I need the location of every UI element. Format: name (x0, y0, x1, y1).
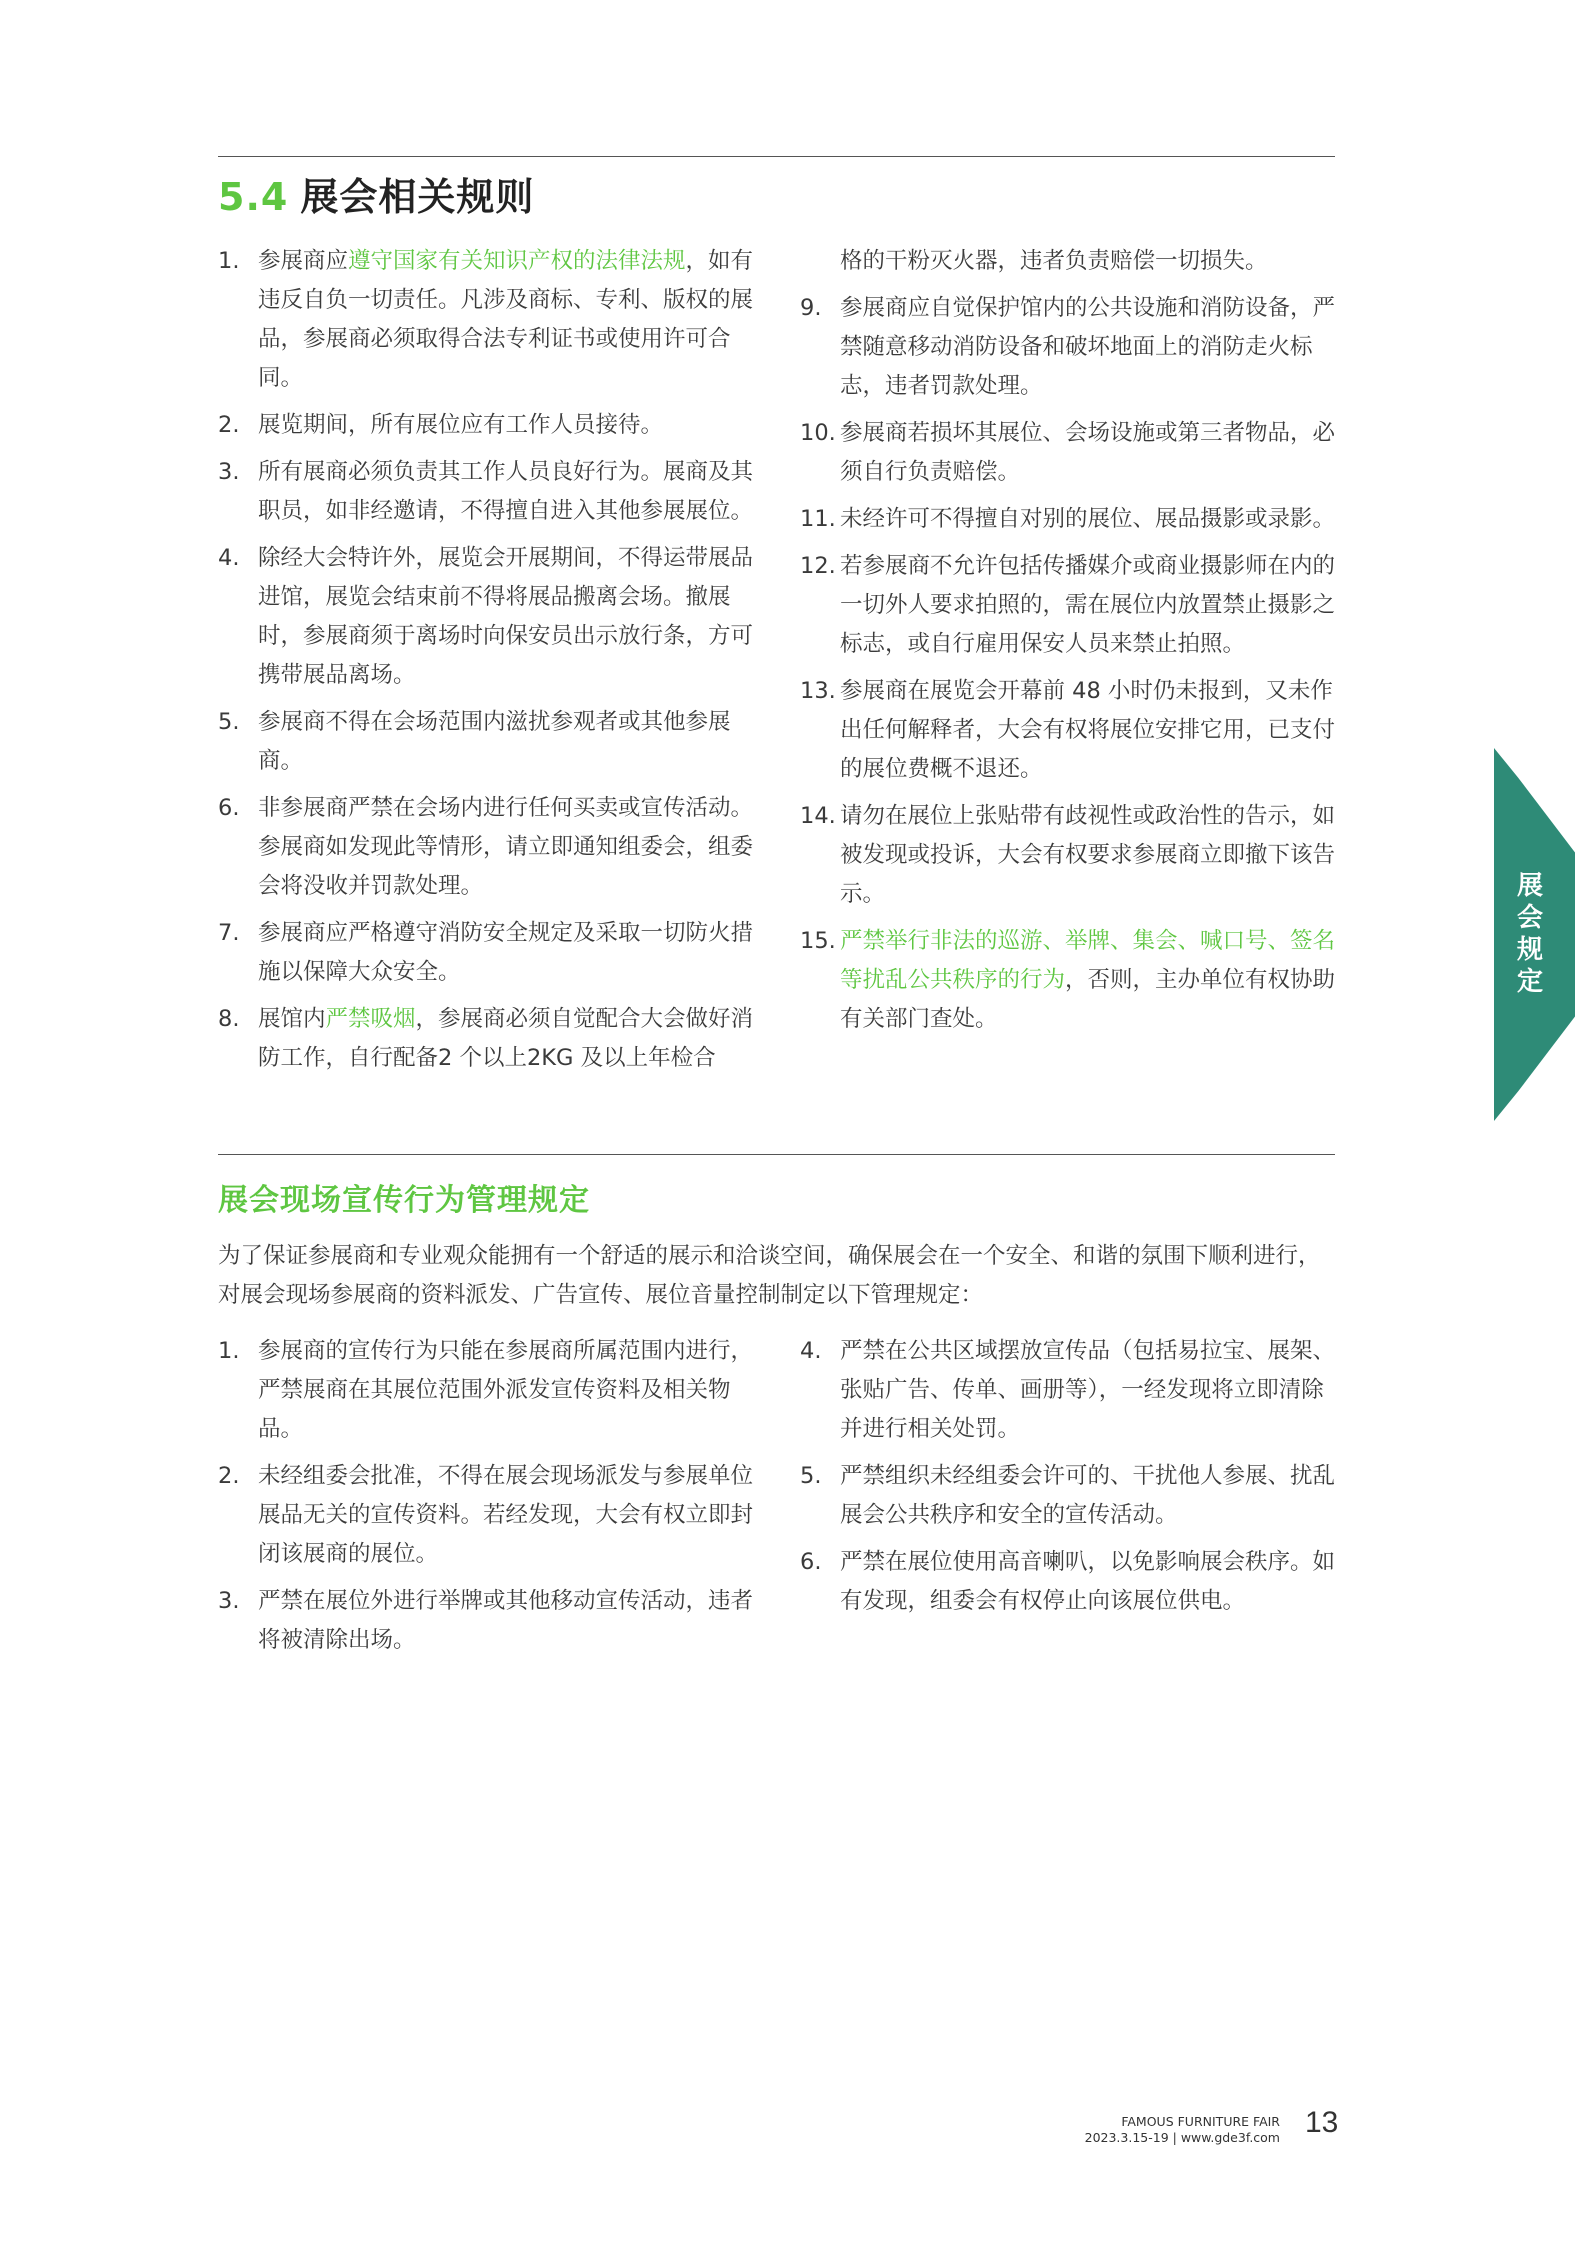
footer-date-url: 2023.3.15-19 | www.gde3f.com (1084, 2130, 1280, 2145)
promo-number: 1. (218, 1338, 240, 1364)
section-title-text: 展会相关规则 (300, 175, 535, 219)
rule-item (218, 539, 758, 695)
side-tab-char: 会 (1516, 903, 1543, 933)
section-number: 5.4 (218, 175, 289, 219)
rule-text: 参展商不得在会场范围内滋扰参观者或其他参展商。 (258, 709, 731, 774)
rule-text: 参展商在展览会开幕前 48 小时仍未报到，又未作出任何解释者，大会有权将展位安排它用，已支付的展位费概不退还。 (840, 678, 1336, 782)
rule-text: 非参展商严禁在会场内进行任何买卖或宣传活动。参展商如发现此等情形，请立即通知组委会，组委会将没收并罚款处理。 (258, 795, 754, 899)
rule-highlight: 遵守国家有关知识产权的法律法规 (348, 248, 686, 274)
rule-item (800, 500, 1340, 539)
rule-item (800, 797, 1340, 914)
footer-fair-name: FAMOUS FURNITURE FAIR (1121, 2114, 1280, 2129)
rule-item (800, 242, 1340, 281)
rule-text: 请勿在展位上张贴带有歧视性或政治性的告示，如被发现或投诉，大会有权要求参展商立即撤下该告示。 (840, 803, 1336, 907)
rule-highlight: 严禁吸烟 (325, 1006, 416, 1032)
rule-text: 所有展商必须负责其工作人员良好行为。展商及其职员，如非经邀请，不得擅自进入其他参展展位。 (258, 459, 754, 524)
rule-text: 若参展商不允许包括传播媒介或商业摄影师在内的一切外人要求拍照的，需在展位内放置禁止摄影之标志，或自行雇用保安人员来禁止拍照。 (840, 553, 1336, 657)
rule-number: 6. (218, 795, 240, 821)
rule-number: 12. (800, 553, 836, 579)
rule-number: 1. (218, 248, 240, 274)
promo-text: 严禁在公共区域摆放宣传品（包括易拉宝、展架、张贴广告、传单、画册等），一经发现将立即清除并进行相关处罚。 (840, 1338, 1336, 1442)
rules-right-column (800, 242, 1340, 1047)
rule-number: 13. (800, 678, 836, 704)
promo-intro: 为了保证参展商和专业观众能拥有一个舒适的展示和洽谈空间，确保展会在一个安全、和谐的氛围下顺利进行，对展会现场参展商的资料派发、广告宣传、展位音量控制制定以下管理规定： (218, 1243, 1321, 1308)
rule-text: 除经大会特许外，展览会开展期间，不得运带展品进馆，展览会结束前不得将展品搬离会场。撤展时，参展商须于离场时向保安员出示放行条，方可携带展品离场。 (258, 545, 754, 688)
promo-number: 6. (800, 1549, 822, 1575)
section-title (218, 166, 534, 221)
rule-text: ，参展商必须自觉配合大会做好消防工作，自行配备2 个以上2KG 及以上年检合 (258, 1006, 754, 1071)
promo-number: 3. (218, 1588, 240, 1614)
rule-item (218, 703, 758, 781)
rule-number: 11. (800, 506, 836, 532)
rule-number: 5. (218, 709, 240, 735)
promo-text: 严禁组织未经组委会许可的、干扰他人参展、扰乱展会公共秩序和安全的宣传活动。 (840, 1463, 1336, 1528)
promo-left-column (218, 1332, 758, 1668)
side-tab-char: 定 (1516, 967, 1543, 997)
rule-text: 展览期间，所有展位应有工作人员接待。 (258, 412, 664, 438)
rule-highlight: 严禁举行非法的巡游、举牌、集会、喊口号、签名等扰乱公共秩序的行为 (840, 928, 1336, 993)
rule-item (218, 406, 758, 445)
rule-text: 展馆内 (258, 1006, 326, 1032)
rule-item (218, 914, 758, 992)
promo-item (800, 1543, 1340, 1621)
side-tab-char: 展 (1516, 871, 1543, 901)
promo-number: 2. (218, 1463, 240, 1489)
promo-text: 严禁在展位外进行举牌或其他移动宣传活动，违者将被清除出场。 (258, 1588, 754, 1653)
promo-number: 4. (800, 1338, 822, 1364)
rules-left-column (218, 242, 758, 1086)
promo-item (218, 1457, 758, 1574)
rule-number: 2. (218, 412, 240, 438)
promo-item (218, 1332, 758, 1449)
rule-number: 9. (800, 295, 822, 321)
rule-number: 8. (218, 1006, 240, 1032)
rule-item (800, 414, 1340, 492)
rule-item (800, 289, 1340, 406)
rule-item (218, 789, 758, 906)
rule-text: ，如有违反自负一切责任。凡涉及商标、专利、版权的展品，参展商必须取得合法专利证书或使用许可合同。 (258, 248, 754, 391)
page-number: 13 (1305, 2106, 1339, 2139)
rule-item (218, 1000, 758, 1078)
rule-text: 参展商若损坏其展位、会场设施或第三者物品，必须自行负责赔偿。 (840, 420, 1336, 485)
middle-rule (218, 1154, 1335, 1155)
promo-text: 参展商的宣传行为只能在参展商所属范围内进行，严禁展商在其展位范围外派发宣传资料及相关物品。 (258, 1338, 754, 1442)
promo-item (800, 1457, 1340, 1535)
promo-text: 严禁在展位使用高音喇叭，以免影响展会秩序。如有发现，组委会有权停止向该展位供电。 (840, 1549, 1336, 1614)
rule-number: 7. (218, 920, 240, 946)
promo-title: 展会现场宣传行为管理规定 (218, 1183, 590, 1218)
rule-item (800, 547, 1340, 664)
rule-text: 参展商应严格遵守消防安全规定及采取一切防火措施以保障大众安全。 (258, 920, 754, 985)
promo-text: 未经组委会批准，不得在展会现场派发与参展单位展品无关的宣传资料。若经发现，大会有权立即封闭该展商的展位。 (258, 1463, 754, 1567)
rule-number: 14. (800, 803, 836, 829)
side-tab-char: 规 (1516, 935, 1543, 965)
promo-item (800, 1332, 1340, 1449)
footer-info (1085, 2114, 1280, 2146)
side-tab-label (1505, 870, 1555, 998)
promo-number: 5. (800, 1463, 822, 1489)
rule-text: 格的干粉灭火器，违者负责赔偿一切损失。 (840, 248, 1268, 274)
promo-right-column (800, 1332, 1340, 1629)
top-rule (218, 156, 1335, 157)
rule-text: 未经许可不得擅自对别的展位、展品摄影或录影。 (840, 506, 1336, 532)
rule-item (800, 922, 1340, 1039)
promo-item (218, 1582, 758, 1660)
rule-text: 参展商应 (258, 248, 349, 274)
rule-number: 10. (800, 420, 836, 446)
rule-item (218, 453, 758, 531)
rule-number: 4. (218, 545, 240, 571)
rule-item (800, 672, 1340, 789)
rule-number: 15. (800, 928, 836, 954)
rule-number: 3. (218, 459, 240, 485)
rule-text: ，否则，主办单位有权协助有关部门查处。 (840, 967, 1336, 1032)
rule-text: 参展商应自觉保护馆内的公共设施和消防设备，严禁随意移动消防设备和破坏地面上的消防走火标志，违者罚款处理。 (840, 295, 1336, 399)
rule-item (218, 242, 758, 398)
